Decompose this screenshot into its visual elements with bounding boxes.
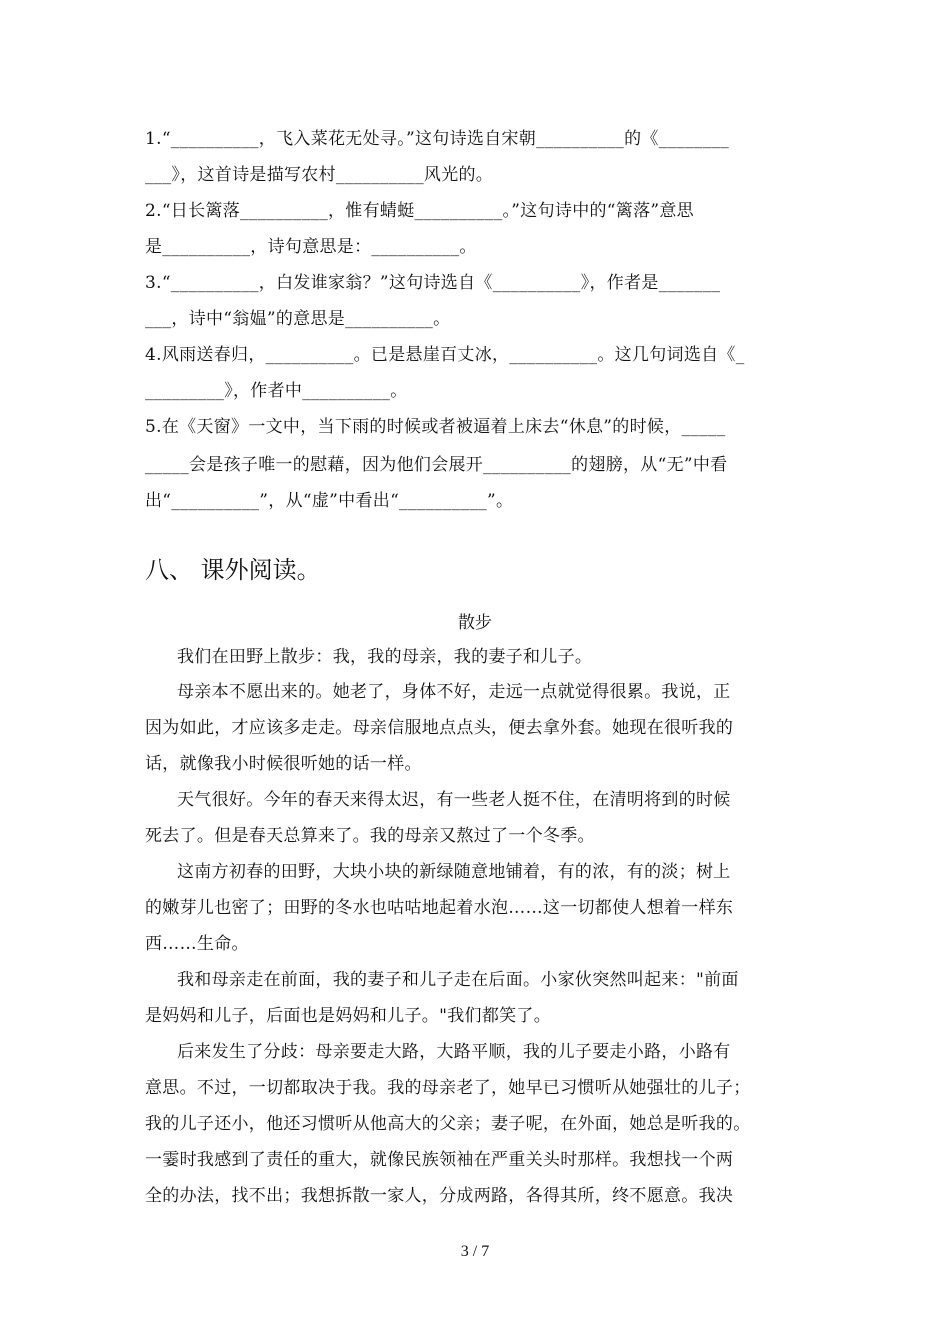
question-2-line-1: 2.“日长篱落__________，惟有蜻蜓__________。”这句诗中的“篱落”意思 — [145, 201, 694, 221]
passage-line: 母亲本不愿出来的。她老了，身体不好，走远一点就觉得很累。我说，正 — [177, 682, 731, 702]
question-3-line-2: ___，诗中“翁媪”的意思是__________。 — [145, 309, 451, 329]
passage-line: 西……生命。 — [145, 934, 249, 954]
section-heading: 八、 课外阅读。 — [145, 556, 321, 584]
passage-line: 话，就像我小时候很听她的话一样。 — [145, 754, 422, 774]
question-4-line-1: 4.风雨送春归，__________。已是悬崖百丈冰，__________。这几句词选自《_ — [145, 345, 745, 365]
question-4-line-2: _________》，作者中__________。 — [145, 381, 408, 401]
passage-line: 因为如此，才应该多走走。母亲信服地点点头，便去拿外套。她现在很听我的 — [145, 718, 734, 738]
passage-line: 死去了。但是春天总算来了。我的母亲又熬过了一个冬季。 — [145, 826, 595, 846]
question-1-line-1: 1.“__________，飞入菜花无处寻。”这句诗选自宋朝__________的《________ — [145, 129, 730, 149]
passage-line: 后来发生了分歧：母亲要走大路，大路平顺，我的儿子要走小路，小路有 — [177, 1042, 731, 1062]
passage-line: 天气很好。今年的春天来得太迟，有一些老人挺不住，在清明将到的时候 — [177, 790, 731, 810]
passage-line: 意思。不过，一切都取决于我。我的母亲老了，她早已习惯听从她强壮的儿子； — [145, 1078, 751, 1098]
question-3-line-1: 3.“__________，白发谁家翁？”这句诗选自《__________》，作者是_______ — [145, 273, 721, 293]
passage-line: 我和母亲走在前面，我的妻子和儿子走在后面。小家伙突然叫起来："前面 — [177, 970, 739, 990]
page-number: 3 / 7 — [460, 1243, 490, 1260]
passage-line: 的嫩芽儿也密了；田野的冬水也咕咕地起着水泡……这一切都使人想着一样东 — [145, 898, 734, 918]
passage-line: 我们在田野上散步：我，我的母亲，我的妻子和儿子。 — [177, 647, 593, 667]
question-2-line-2: 是__________，诗句意思是：__________。 — [145, 237, 477, 257]
passage-line: 这南方初春的田野，大块小块的新绿随意地铺着，有的浓，有的淡；树上 — [177, 862, 731, 882]
passage-title: 散步 — [458, 613, 492, 633]
passage-line: 全的办法，找不出；我想拆散一家人，分成两路，各得其所，终不愿意。我决 — [145, 1186, 734, 1206]
passage-line: 我的儿子还小，他还习惯听从他高大的父亲；妻子呢，在外面，她总是听我的。 — [145, 1114, 751, 1134]
question-5-line-2: _____会是孩子唯一的慰藉，因为他们会展开__________的翅膀，从“无”中看 — [145, 455, 728, 475]
passage-line: 一霎时我感到了责任的重大，就像民族领袖在严重关头时那样。我想找一个两 — [145, 1150, 734, 1170]
question-1-line-2: ___》，这首诗是描写农村__________风光的。 — [145, 165, 494, 185]
passage-line: 是妈妈和儿子，后面也是妈妈和儿子。"我们都笑了。 — [145, 1006, 552, 1026]
question-5-line-1: 5.在《天窗》一文中，当下雨的时候或者被逼着上床去“休息”的时候，_____ — [145, 417, 726, 437]
question-5-line-3: 出“__________”，从“虚”中看出“__________”。 — [145, 491, 514, 511]
